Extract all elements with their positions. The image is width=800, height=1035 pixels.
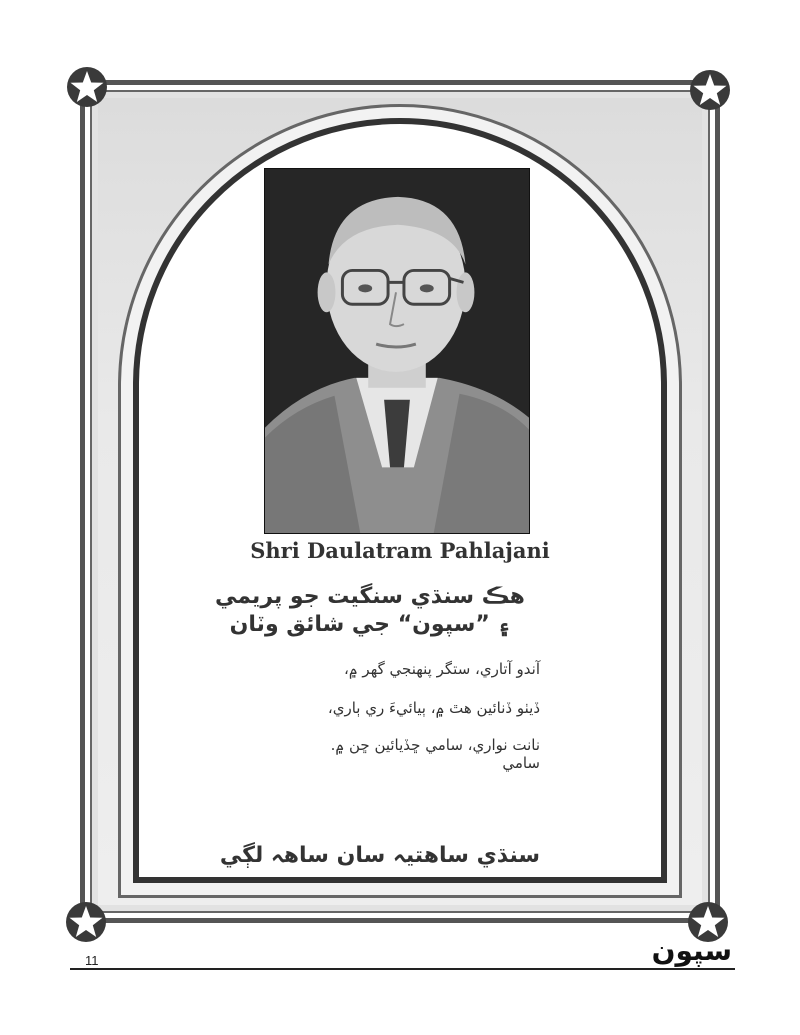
person-name: Shri Daulatram Pahlajani — [250, 538, 550, 563]
star-icon — [64, 900, 108, 944]
page-number: 11 — [85, 953, 99, 968]
poem-signature: سامي — [502, 754, 540, 772]
poem-verse-3: نانت نواري، سامي ڇڏيائين ڇن ۾. — [330, 736, 540, 754]
star-icon — [65, 65, 109, 109]
tribute-line-2: ۽ ”سپون“ جي شائق وٽان — [229, 612, 511, 637]
bottom-rule — [70, 968, 735, 970]
poem-verse-2: ڏيٺو ڏنائين هٿ ۾، ٻيائيءَ ري ٻاري، — [327, 699, 540, 717]
star-icon — [688, 68, 732, 112]
poem-verse-1: آندو آتاري، ستگر پنهنجي گهر ۾، — [344, 660, 540, 678]
magazine-title: سپون — [651, 934, 732, 967]
tribute-line-1: هڪ سنڌي سنگيت جو پريمي — [215, 584, 525, 609]
footer-title: سنڌي ساهتيہ سان ساهہ لڳي — [219, 843, 541, 868]
portrait-photo — [264, 168, 530, 534]
